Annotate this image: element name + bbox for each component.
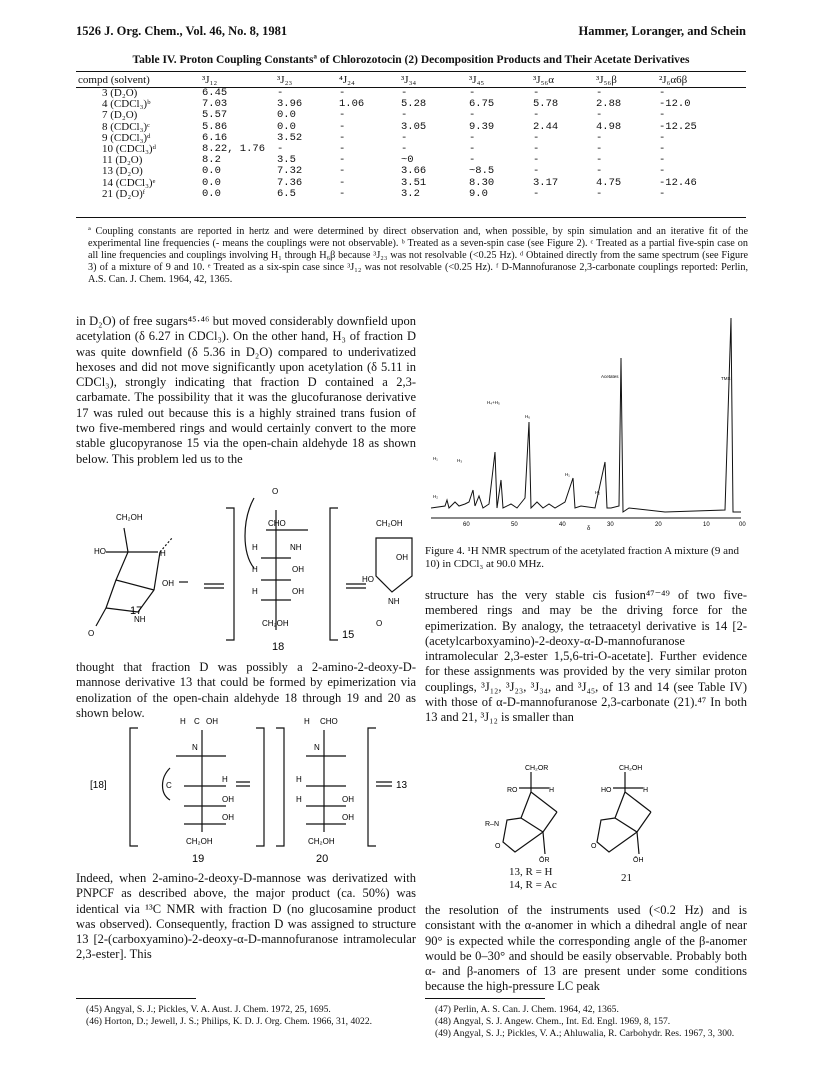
column-header: ³J₄₅ bbox=[469, 74, 485, 86]
column-header: ²J₆α6β bbox=[659, 74, 688, 86]
scheme-atom-label: H bbox=[180, 717, 186, 726]
compound-label-13: 13, R = H bbox=[509, 866, 553, 878]
axis-unit: δ bbox=[587, 526, 591, 532]
table-cell-compound: 8 (CDCl₃)ᶜ bbox=[102, 120, 150, 133]
peak-label: H₆ bbox=[525, 414, 531, 419]
table-cell-compound: 4 (CDCl₃)ᵇ bbox=[102, 98, 151, 111]
left-paragraph-2: thought that fraction D was possibly a 2-amino-2-deoxy-D-mannose derivative 13 that could be formed by epimerization via enolization of the open-chain aldehyde 18 through 19 and 20 as shown below. bbox=[76, 660, 416, 720]
scheme-atom-label: OH bbox=[342, 795, 354, 804]
scheme-atom-label: HO bbox=[362, 575, 374, 584]
peak-label: H₂ bbox=[595, 490, 600, 495]
nmr-spectrum-figure bbox=[425, 312, 747, 537]
table-cell: 5.78 bbox=[533, 98, 559, 111]
table-cell: - bbox=[339, 187, 346, 200]
table-cell: - bbox=[659, 165, 666, 178]
scheme-atom-label: C bbox=[166, 781, 172, 790]
table-row bbox=[76, 166, 746, 177]
scheme-atom-label: CH₂OH bbox=[262, 619, 289, 628]
table-cell: - bbox=[533, 154, 540, 167]
spectrum-trace bbox=[431, 318, 741, 512]
table-row bbox=[76, 99, 746, 110]
scheme-atom-label: CH₂OH bbox=[376, 519, 403, 528]
scheme-atom-label: O bbox=[591, 843, 597, 850]
table-cell: 2.44 bbox=[533, 120, 559, 133]
reference-47: (47) Perlin, A. S. Can. J. Chem. 1964, 42, 1365. bbox=[435, 1004, 619, 1015]
reference-46: (46) Horton, D.; Jewell, J. S.; Philips, K. D. J. Org. Chem. 1966, 31, 4022. bbox=[86, 1016, 373, 1027]
table-cell: 5.28 bbox=[401, 98, 427, 111]
scheme-atom-label: H bbox=[296, 775, 302, 784]
table-cell: 3.2 bbox=[401, 187, 420, 200]
compound-label-14: 14, R = Ac bbox=[509, 879, 557, 891]
table-cell: 3.17 bbox=[533, 176, 559, 189]
scheme-atom-label: O bbox=[495, 843, 501, 850]
table-cell: 7.32 bbox=[277, 165, 303, 178]
reference-48: (48) Angyal, S. J. Angew. Chem., Int. Ed. Engl. 1969, 8, 157. bbox=[435, 1016, 671, 1027]
compound-number: 19 bbox=[192, 853, 205, 865]
table-cell: 8.22, 1.76 bbox=[202, 143, 266, 156]
table-cell: - bbox=[401, 109, 408, 122]
table-cell: 8.2 bbox=[202, 154, 221, 167]
table-cell: - bbox=[339, 87, 346, 100]
table-cell-compound: 3 (D₂O) bbox=[102, 87, 138, 100]
table-cell: - bbox=[401, 87, 408, 100]
figure-caption: Figure 4. ¹H NMR spectrum of the acetylated fraction A mixture (9 and 10) in CDCl₃ at 90.0 MHz. bbox=[425, 545, 739, 570]
table-cell: - bbox=[533, 109, 540, 122]
scheme-atom-label: OH bbox=[342, 813, 354, 822]
compound-number: 17 bbox=[130, 605, 143, 617]
table-cell: - bbox=[469, 154, 476, 167]
table-title: Table IV. Proton Coupling Constantsª of Chlorozotocin (2) Decomposition Products and Their Acetate Derivatives bbox=[132, 54, 690, 66]
column-header: ³J₃₄ bbox=[401, 74, 417, 86]
table-top-rule bbox=[76, 71, 746, 72]
scheme-atom-label: H bbox=[252, 543, 258, 552]
table-cell: - bbox=[659, 143, 666, 156]
table-cell-compound: 9 (CDCl₃)ᵈ bbox=[102, 131, 151, 144]
coupling-constants-table bbox=[76, 74, 746, 200]
scheme-atom-label: NH bbox=[290, 543, 302, 552]
table-cell-compound: 11 (D₂O) bbox=[102, 154, 143, 167]
column-header: ³J₅₆β bbox=[596, 74, 617, 86]
table-cell: ~8.5 bbox=[469, 165, 495, 178]
table-cell: - bbox=[596, 187, 603, 200]
scheme-atom-label: CH₂OR bbox=[525, 765, 549, 772]
table-cell: - bbox=[533, 187, 540, 200]
scheme-atom-label: OH bbox=[222, 813, 234, 822]
left-footnote-rule bbox=[76, 998, 196, 999]
table-cell: 9.0 bbox=[469, 187, 488, 200]
table-cell: 7.36 bbox=[277, 176, 303, 189]
table-cell: -12.46 bbox=[659, 176, 697, 189]
scheme-atom-label: CH₂OH bbox=[116, 513, 143, 522]
table-cell: 4.75 bbox=[596, 176, 622, 189]
scheme-atom-label: OH bbox=[222, 795, 234, 804]
table-cell: - bbox=[596, 109, 603, 122]
peak-label: H₁ bbox=[433, 456, 438, 461]
table-cell: 9.39 bbox=[469, 120, 495, 133]
table-bottom-rule bbox=[76, 217, 746, 218]
scheme-atom-label: O bbox=[88, 629, 95, 638]
table-cell-compound: 14 (CDCl₃)ᵉ bbox=[102, 176, 156, 189]
table-cell: - bbox=[339, 120, 346, 133]
scheme-atom-label: CHO bbox=[320, 717, 338, 726]
peak-label: TMS bbox=[721, 376, 731, 381]
table-cell: - bbox=[596, 131, 603, 144]
scheme-atom-label: HO bbox=[601, 787, 612, 794]
table-footnote: ª Coupling constants are reported in hertz and were determined by direct observation and, when possible, by spin simulation and an iterative fit of the experimental line frequencies (- means the couplings were not observable). ᵇ Treated as a seven-spin case (see Figure 2). ᶜ Treated as a partial five-spin case on all line frequencies and couplings involving H₁ through H₆β because ³J₂₃ was not resolvable (<0.25 Hz). ᵈ Obtained directly from the same spectrum (see Figure 3) of a mixture of 9 and 10. ᵉ Treated as a six-spin case since ³J₁₂ was not resolvable (<0.25 Hz). ᶠ D-Mannofuranose 2,3-carbonate couplings reported: Perlin, A.S. Can. J. Chem. 1964, 42, 1365. bbox=[88, 226, 748, 285]
table-cell: - bbox=[596, 87, 603, 100]
scheme-atom-label: H bbox=[160, 549, 166, 558]
column-header: ³J₂₃ bbox=[277, 74, 293, 86]
axis-tick-label: 10 bbox=[703, 522, 710, 528]
scheme-atom-label: O bbox=[376, 619, 383, 628]
scheme-atom-label: H bbox=[643, 787, 649, 794]
peak-label: H₂ bbox=[433, 494, 438, 499]
compound-label-21: 21 bbox=[621, 872, 632, 884]
column-header: ³J₁₂ bbox=[202, 74, 218, 86]
table-cell: 0.0 bbox=[202, 165, 221, 178]
axis-tick-label: 00 bbox=[739, 522, 746, 528]
table-cell: 2.88 bbox=[596, 98, 622, 111]
table-cell-compound: 13 (D₂O) bbox=[102, 165, 143, 178]
column-header: ⁴J₂₄ bbox=[339, 74, 355, 86]
table-cell: - bbox=[469, 131, 476, 144]
table-cell: 3.66 bbox=[401, 165, 427, 178]
scheme-atom-label: NH bbox=[388, 597, 400, 606]
axis-tick-label: 20 bbox=[655, 522, 662, 528]
table-cell: 1.06 bbox=[339, 98, 365, 111]
table-cell: - bbox=[277, 87, 284, 100]
table-cell: 0.0 bbox=[277, 109, 296, 122]
scheme-atom-label: OH bbox=[292, 587, 304, 596]
table-cell: 6.75 bbox=[469, 98, 495, 111]
table-cell: - bbox=[533, 131, 540, 144]
table-cell: - bbox=[659, 187, 666, 200]
table-cell: - bbox=[659, 154, 666, 167]
peak-label: Acetates bbox=[601, 374, 619, 379]
table-cell: - bbox=[401, 143, 408, 156]
table-cell: - bbox=[596, 143, 603, 156]
table-cell: 3.51 bbox=[401, 176, 427, 189]
reference-45: (45) Angyal, S. J.; Pickles, V. A. Aust. J. Chem. 1972, 25, 1695. bbox=[86, 1004, 331, 1015]
table-cell: 0.0 bbox=[277, 120, 296, 133]
table-cell: 0.0 bbox=[202, 176, 221, 189]
scheme-atom-label: HO bbox=[94, 547, 106, 556]
table-cell: 3.05 bbox=[401, 120, 427, 133]
table-header-row bbox=[76, 74, 746, 88]
table-cell: 3.96 bbox=[277, 98, 303, 111]
scheme-atom-label: H bbox=[296, 795, 302, 804]
table-cell: - bbox=[401, 131, 408, 144]
left-paragraph-1: in D₂O) of free sugars⁴⁵·⁴⁶ but moved considerably downfield upon acetylation (δ 6.27 in CDCl₃). On the other hand, H₃ of fraction D was quite downfield (δ 5.36 in D₂O) compared to underivatized hexoses and did not move significantly upon acetylation (δ 5.11 in CDCl₃), strongly indicating that fraction D contained a 2,3-carbamate. The possibility that it was the glucofuranose derivative 17 was ruled out because this is a highly strained trans fusion of two five-membered rings and would certainly convert to the more stable glucopyranose 15 via the open-chain aldehyde 18 as shown below. This problem led us to the bbox=[76, 314, 416, 466]
table-cell: - bbox=[533, 165, 540, 178]
axis-tick-label: 60 bbox=[463, 522, 470, 528]
table-cell: 6.5 bbox=[277, 187, 296, 200]
table-cell: ~0 bbox=[401, 154, 414, 167]
scheme-atom-label: OH bbox=[162, 579, 174, 588]
right-footnote-rule bbox=[425, 998, 545, 999]
table-row bbox=[76, 178, 746, 189]
table-cell: 6.45 bbox=[202, 87, 228, 100]
axis-tick-label: 50 bbox=[511, 522, 518, 528]
table-cell-compound: 21 (D₂O)ᶠ bbox=[102, 187, 146, 200]
table-cell-compound: 7 (D₂O) bbox=[102, 109, 138, 122]
table-cell: 3.52 bbox=[277, 131, 303, 144]
scheme-atom-label: H bbox=[252, 587, 258, 596]
left-paragraph-3: Indeed, when 2-amino-2-deoxy-D-mannose was derivatized with PNPCF as described above, the major product (ca. 50%) was identical via ¹³C NMR with fraction D (no glucosamine product was observed). Consequently, fraction D was assigned to structure 13 [2-(carboxyamino)-2-deoxy-α-D-mannofuranose intramolecular 2,3-ester]. This bbox=[76, 871, 416, 962]
table-row bbox=[76, 189, 746, 200]
table-cell: 8.30 bbox=[469, 176, 495, 189]
table-cell: - bbox=[469, 109, 476, 122]
peak-label: H₁ bbox=[565, 472, 570, 477]
table-cell: - bbox=[339, 165, 346, 178]
scheme-atom-label: RO bbox=[507, 787, 518, 794]
table-cell: 0.0 bbox=[202, 187, 221, 200]
scheme-atom-label: H bbox=[252, 565, 258, 574]
scheme-atom-label: CHO bbox=[268, 519, 286, 528]
table-cell: - bbox=[339, 109, 346, 122]
table-cell: - bbox=[533, 143, 540, 156]
scheme-17-18-15 bbox=[76, 480, 416, 655]
table-cell: 5.86 bbox=[202, 120, 228, 133]
scheme-atom-label: OH bbox=[396, 553, 408, 562]
column-header: compd (solvent) bbox=[78, 74, 150, 86]
scheme-atom-label: H bbox=[222, 775, 228, 784]
table-cell: - bbox=[596, 165, 603, 178]
right-paragraph-1: structure has the very stable cis fusion⁴⁷⁻⁴⁹ of two five-membered rings and may be the driving force for the epimerization. By analogy, the tetraacetyl derivative is 14 [2-(acetylcarboxyamino)-2-deoxy-α-D-mannofuranose intramolecular 2,3-ester 1,5,6-tri-O-acetate]. Further evidence for these assignments was provided by the very similar proton couplings, ³J₁₂, ³J₂₃, ³J₃₄, and ³J₄₅, of 13 and 14 (see Table IV) with those of α-D-mannofuranose 2,3-carbonate (21).⁴⁷ In both 13 and 21, ³J₁₂ is smaller than bbox=[425, 588, 747, 725]
scheme-atom-label: O bbox=[272, 487, 279, 496]
table-row bbox=[76, 133, 746, 144]
table-cell: 5.57 bbox=[202, 109, 228, 122]
compound-number: 18 bbox=[272, 641, 285, 653]
table-row bbox=[76, 110, 746, 121]
axis-tick-label: 30 bbox=[607, 522, 614, 528]
table-cell: - bbox=[659, 131, 666, 144]
scheme-atom-label: N bbox=[192, 743, 198, 752]
table-cell: - bbox=[469, 143, 476, 156]
scheme-atom-label: CH₂OH bbox=[619, 765, 643, 772]
table-cell: - bbox=[339, 131, 346, 144]
scheme-19-20 bbox=[76, 708, 416, 866]
peak-label: H₄+H₅ bbox=[487, 400, 500, 405]
scheme-atom-label: CH₂OH bbox=[308, 837, 335, 846]
table-cell: -12.0 bbox=[659, 98, 691, 111]
table-cell: - bbox=[339, 143, 346, 156]
compound-number: 15 bbox=[342, 629, 355, 641]
table-cell: 3.5 bbox=[277, 154, 296, 167]
right-paragraph-2: the resolution of the instruments used (<0.2 Hz) and is consistant with the α-anomer in which a dihedral angle of near 90° is expected while the corresponding angle of the β-anomer would be 0–30° and should be easily observable. Probably both α- and β-anomers of 13 are present under some conditions because the high-pressure LC peak bbox=[425, 903, 747, 994]
running-header-left: 1526 J. Org. Chem., Vol. 46, No. 8, 1981 bbox=[76, 24, 288, 38]
peak-label: H₃ bbox=[457, 458, 463, 463]
table-cell: - bbox=[533, 87, 540, 100]
scheme-reference: [18] bbox=[90, 780, 107, 791]
scheme-atom-label: R–N bbox=[485, 821, 500, 828]
table-cell: - bbox=[596, 154, 603, 167]
table-cell: - bbox=[659, 87, 666, 100]
table-cell: 4.98 bbox=[596, 120, 622, 133]
scheme-atom-label: H bbox=[549, 787, 555, 794]
table-cell: 7.03 bbox=[202, 98, 228, 111]
table-cell: - bbox=[277, 143, 284, 156]
scheme-atom-label: H bbox=[304, 717, 310, 726]
scheme-atom-label: CH₂OH bbox=[186, 837, 213, 846]
table-cell-compound: 10 (CDCl₃)ᵈ bbox=[102, 143, 157, 156]
table-cell: - bbox=[469, 87, 476, 100]
structures-13-14-21 bbox=[425, 762, 747, 866]
scheme-atom-label: C bbox=[194, 717, 200, 726]
scheme-atom-label: OH bbox=[206, 717, 218, 726]
reference-49: (49) Angyal, S. J.; Pickles, V. A.; Ahluwalia, R. Carbohydr. Res. 1967, 3, 300. bbox=[435, 1028, 735, 1039]
scheme-atom-label: ŌH bbox=[633, 857, 644, 864]
table-cell: - bbox=[339, 176, 346, 189]
scheme-atom-label: OH bbox=[292, 565, 304, 574]
scheme-atom-label: ŌR bbox=[539, 857, 550, 864]
axis-tick-label: 40 bbox=[559, 522, 566, 528]
table-row bbox=[76, 122, 746, 133]
table-cell: - bbox=[659, 109, 666, 122]
column-header: ³J₅₆α bbox=[533, 74, 555, 86]
scheme-reference: 13 bbox=[396, 780, 408, 791]
running-header-right: Hammer, Loranger, and Schein bbox=[578, 24, 746, 38]
compound-number: 20 bbox=[316, 853, 329, 865]
table-cell: -12.25 bbox=[659, 120, 697, 133]
scheme-atom-label: N bbox=[314, 743, 320, 752]
scheme-atom-label: NH bbox=[134, 615, 146, 624]
table-cell: 6.16 bbox=[202, 131, 228, 144]
table-cell: - bbox=[339, 154, 346, 167]
